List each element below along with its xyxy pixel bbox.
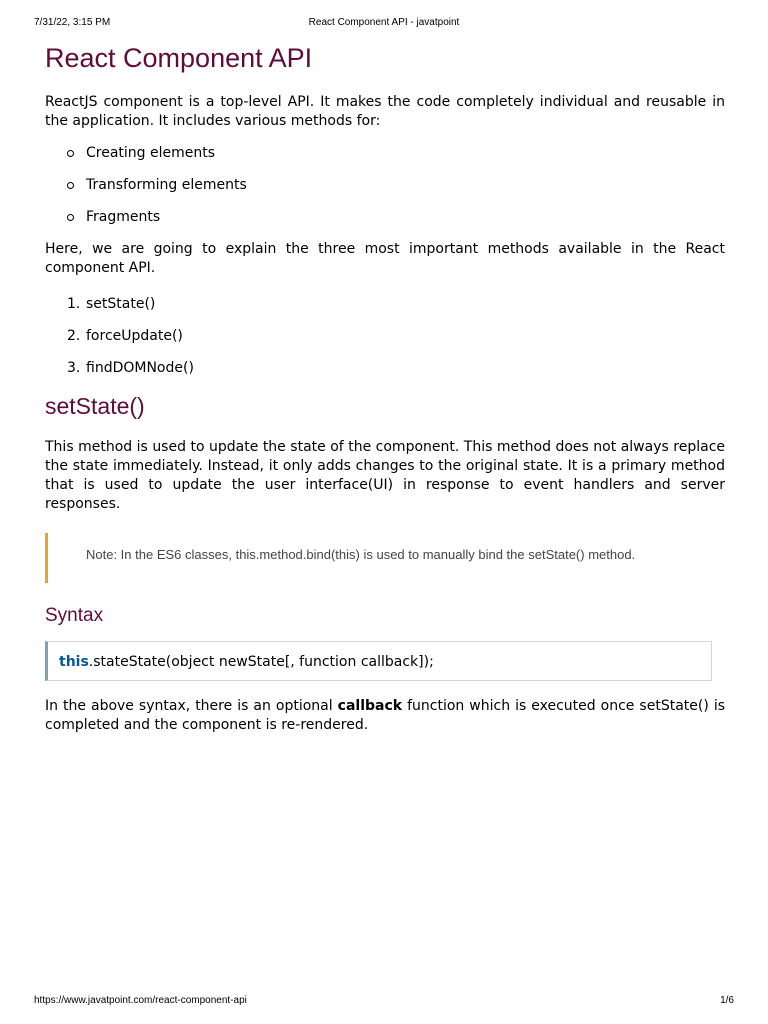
list-item: [67, 144, 725, 163]
print-datetime: 7/31/22, 3:15 PM: [34, 17, 111, 28]
print-page-title: React Component API - javatpoint: [308, 17, 460, 28]
circle-bullet-icon: [67, 150, 74, 157]
list-number: 1.: [67, 296, 81, 312]
code-line: [59, 653, 434, 672]
note-text: Note: In the ES6 classes, this.method.bind(this) is used to manually bind the setState() method.: [86, 547, 636, 562]
page-title: React Component API: [45, 43, 313, 73]
list-item-label: forceUpdate(): [86, 328, 183, 344]
list-item-label: Creating elements: [86, 145, 216, 161]
circle-bullet-icon: [67, 214, 74, 221]
setstate-description: This method is used to update the state of the component. This method does not always replace the state immediately. Instead, it only adds changes to the original state. It is a primary method that is used to update the user interface(UI) in response to event handlers and server responses.: [45, 439, 725, 512]
syntax-explanation-start: In the above syntax, there is an optional: [45, 698, 338, 714]
list-item: [67, 327, 725, 346]
list-number: 3.: [67, 360, 81, 376]
note-box: [45, 533, 725, 583]
page-number: 1/6: [720, 995, 734, 1006]
list-item: [67, 295, 725, 314]
article: [45, 40, 725, 735]
methods-intro-paragraph: Here, we are going to explain the three most important methods available in the React component API.: [45, 241, 725, 276]
code-keyword: this: [59, 654, 89, 670]
setstate-heading: setState(): [45, 393, 145, 419]
circle-bullet-icon: [67, 182, 74, 189]
list-item-label: setState(): [86, 296, 156, 312]
callback-term: callback: [337, 698, 403, 714]
code-text: .stateState(object newState[, function callback]);: [88, 654, 434, 670]
list-number: 2.: [67, 328, 81, 344]
syntax-explanation: [45, 697, 725, 735]
intro-paragraph: ReactJS component is a top-level API. It makes the code completely individual and reusable in the application. It includes various methods for:: [45, 94, 725, 129]
syntax-heading: Syntax: [45, 605, 104, 626]
list-item-label: Transforming elements: [86, 177, 247, 193]
list-item-label: Fragments: [86, 209, 161, 225]
print-header: [0, 17, 768, 31]
syntax-explanation-end: function which is executed once setState() is completed and the component is re-rendered.: [45, 698, 725, 733]
list-item-label: findDOMNode(): [86, 360, 194, 376]
list-item: [67, 208, 725, 227]
methods-numbered-list: [45, 295, 725, 378]
list-item: [67, 176, 725, 195]
methods-bullet-list: [45, 144, 725, 227]
code-block: [45, 641, 712, 681]
print-url: https://www.javatpoint.com/react-component-api: [34, 995, 247, 1006]
list-item: [67, 359, 725, 378]
